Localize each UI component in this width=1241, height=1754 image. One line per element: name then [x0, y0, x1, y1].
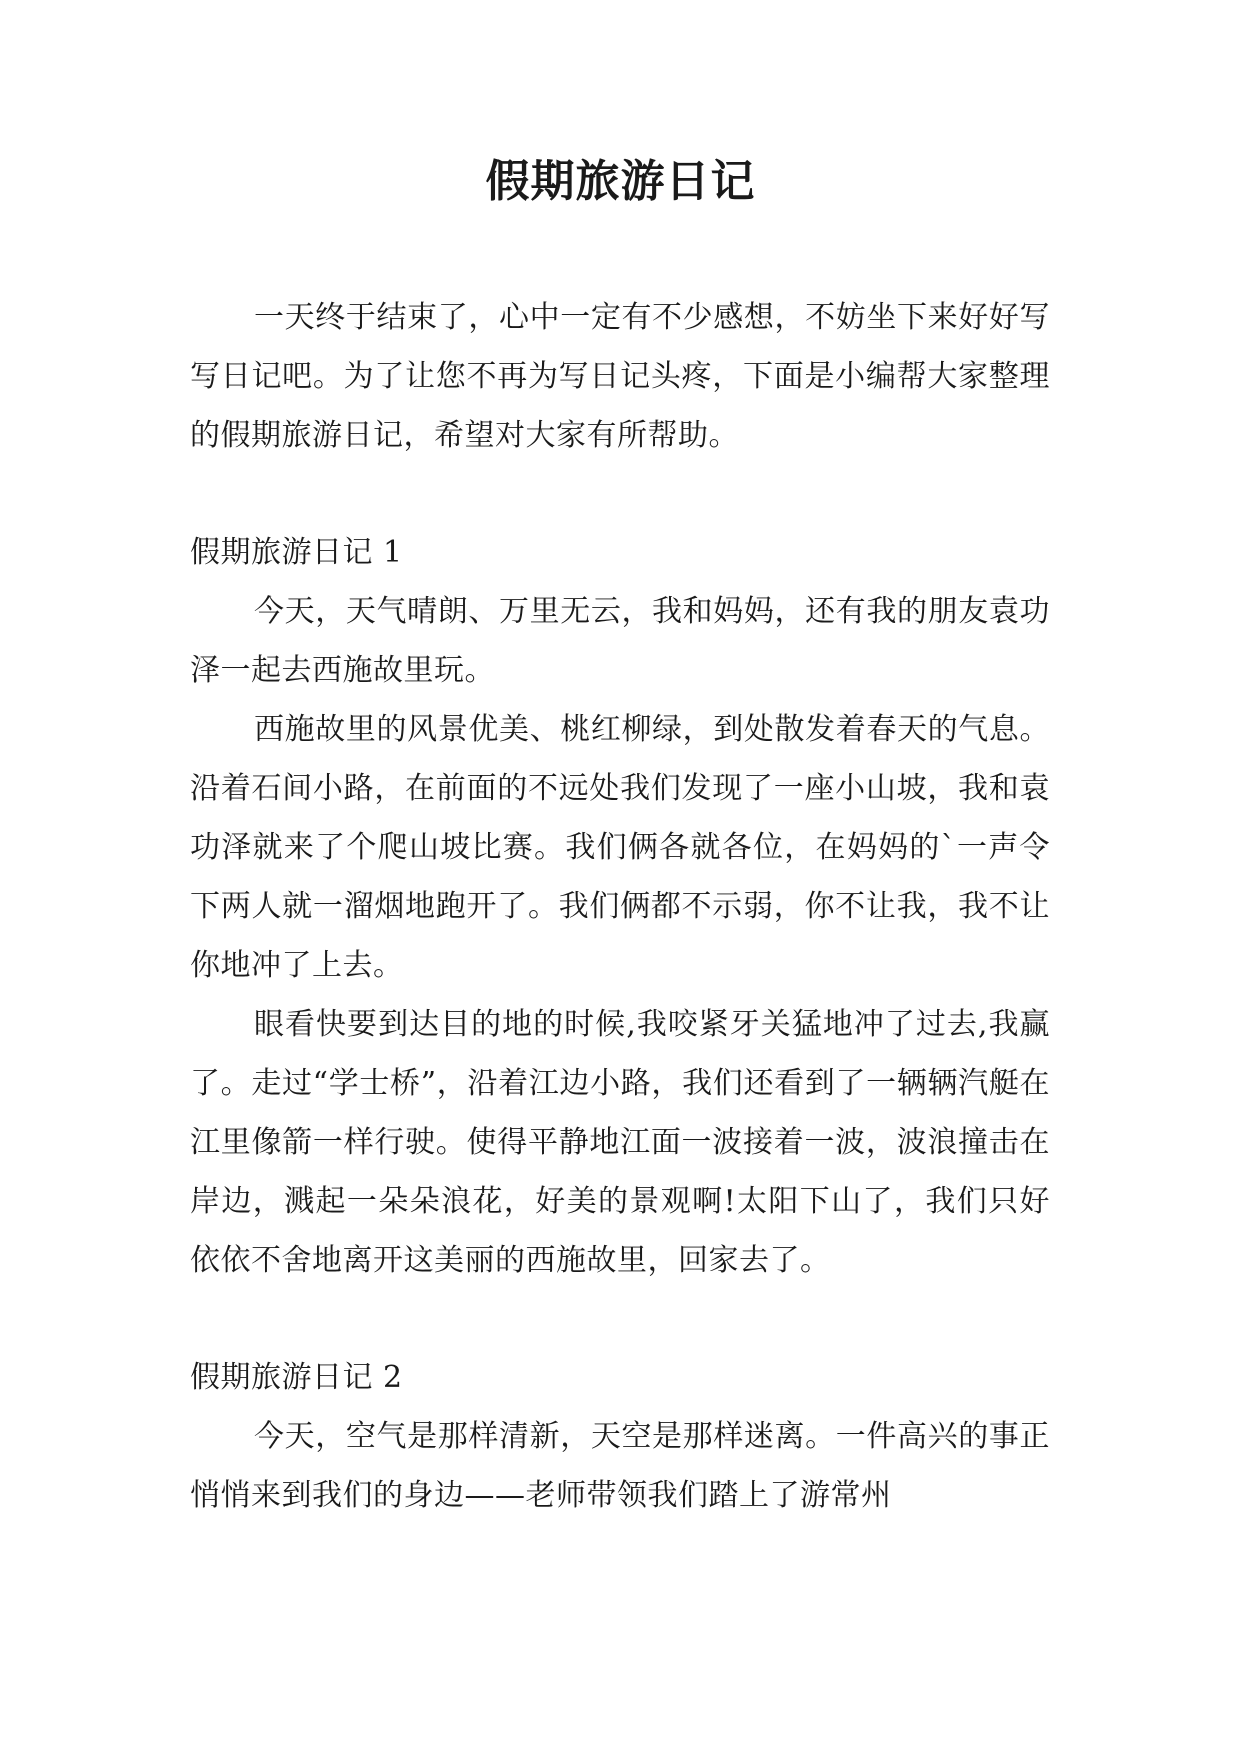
section-heading-1: 假期旅游日记 1: [190, 535, 403, 570]
diary-section-2: [190, 1348, 1050, 1525]
document-title: 假期旅游日记: [485, 156, 756, 207]
section-1-paragraph-3: 眼看快要到达目的地的时候,我咬紧牙关猛地冲了过去,我赢了。走过“学士桥”，沿着江边小路，我们还看到了一辆辆汽艇在江里像箭一样行驶。使得平静地江面一波接着一波，波浪撞击在岸边，溅起一朵朵浪花，好美的景观啊!太阳下山了，我们只好依依不舍地离开这美丽的西施故里，回家去了。: [190, 1007, 1050, 1278]
diary-section-1: [190, 523, 1050, 1290]
document-body: [190, 288, 1050, 1525]
intro-paragraph: 一天终于结束了，心中一定有不少感想，不妨坐下来好好写写日记吧。为了让您不再为写日记头疼，下面是小编帮大家整理的假期旅游日记，希望对大家有所帮助。: [190, 300, 1050, 453]
section-1-paragraph-1: 今天，天气晴朗、万里无云，我和妈妈，还有我的朋友袁功泽一起去西施故里玩。: [190, 594, 1050, 688]
section-spacer: [190, 1290, 1050, 1348]
section-1-paragraph-2: 西施故里的风景优美、桃红柳绿，到处散发着春天的气息。沿着石间小路，在前面的不远处我们发现了一座小山坡，我和袁功泽就来了个爬山坡比赛。我们俩各就各位，在妈妈的`一声令下两人就一溜烟地跑开了。我们俩都不示弱，你不让我，我不让你地冲了上去。: [190, 712, 1050, 983]
section-heading-2: 假期旅游日记 2: [190, 1360, 403, 1395]
section-2-paragraph-1: 今天，空气是那样清新，天空是那样迷离。一件高兴的事正悄悄来到我们的身边——老师带领我们踏上了游常州: [190, 1419, 1050, 1513]
